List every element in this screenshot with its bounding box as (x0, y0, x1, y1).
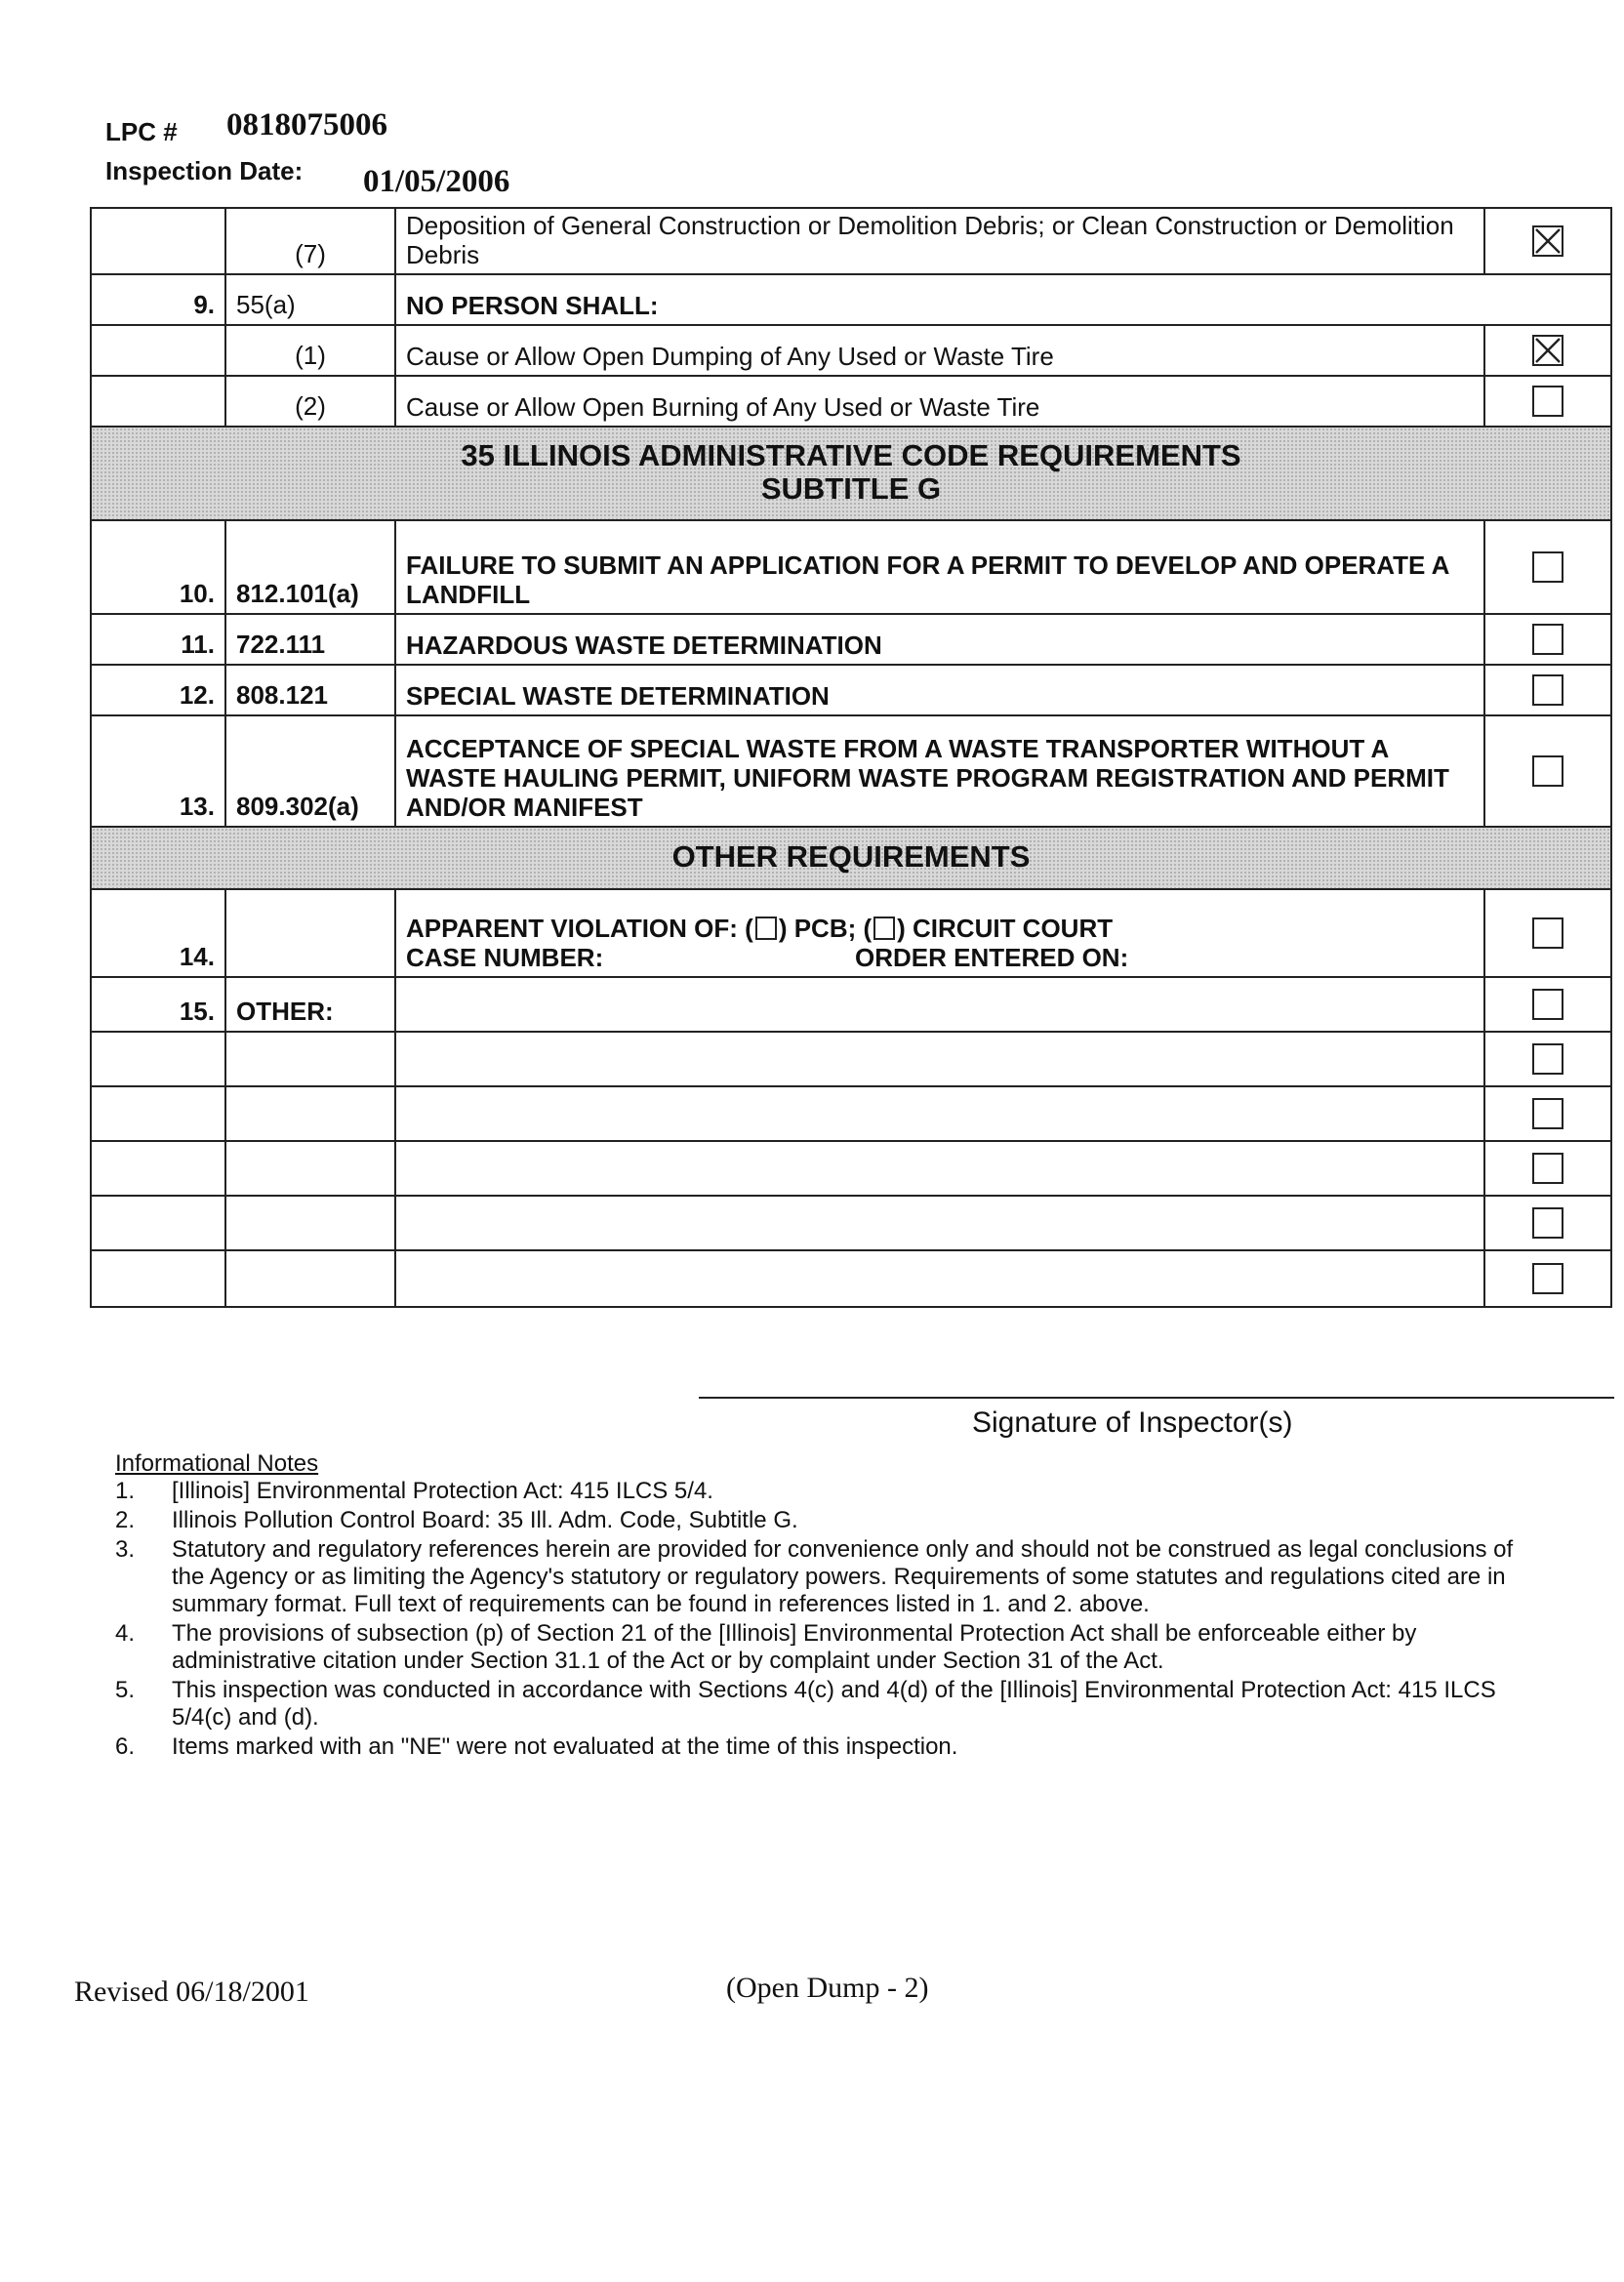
item-reference: (7) (225, 208, 395, 274)
table-row (91, 376, 1611, 427)
note-text: Illinois Pollution Control Board: 35 Ill. Adm. Code, Subtitle G. (172, 1507, 798, 1533)
item-description: Cause or Allow Open Dumping of Any Used or Waste Tire (395, 325, 1484, 376)
item-reference (225, 889, 395, 977)
other-description-field[interactable] (395, 1250, 1484, 1307)
checked-x-icon (1534, 227, 1562, 255)
requirements-table (90, 207, 1612, 1308)
table-row (91, 1086, 1611, 1141)
item-description: Cause or Allow Open Burning of Any Used or Waste Tire (395, 376, 1484, 427)
item-reference: OTHER: (225, 977, 395, 1032)
checked-x-icon (1534, 337, 1562, 364)
table-row (91, 1196, 1611, 1250)
section-title: 35 ILLINOIS ADMINISTRATIVE CODE REQUIREMENTS (461, 438, 1241, 472)
revised-date: Revised 06/18/2001 (74, 1976, 309, 2008)
item-reference: 812.101(a) (225, 520, 395, 614)
note-text: Statutory and regulatory references herein are provided for convenience only and should not be construed as legal conclusions of the Agency or as limiting the Agency's statutory or regulatory powers. Requirements of some statutes and regulations cited are in summary format. Full text of requirements can be found in references listed in 1. and 2. above. (172, 1536, 1514, 1617)
list-item (115, 1620, 1530, 1675)
table-row (91, 520, 1611, 614)
violation-checkbox[interactable] (1532, 917, 1563, 949)
violation-checkbox[interactable] (1532, 755, 1563, 787)
item-number (91, 325, 225, 376)
item-reference: 55(a) (225, 274, 395, 325)
violation-checkbox[interactable] (1532, 674, 1563, 706)
signature-line[interactable] (699, 1397, 1614, 1399)
note-text: [Illinois] Environmental Protection Act: 415 ILCS 5/4. (172, 1478, 713, 1504)
note-text: The provisions of subsection (p) of Section 21 of the [Illinois] Environmental Protection Act shall be enforceable either by administrative citation under Section 31.1 of the Act or by complaint under Section 31 of the Act. (172, 1620, 1417, 1674)
pcb-label: ) PCB; ( (778, 914, 873, 943)
pcb-checkbox[interactable] (755, 917, 777, 940)
other-description-field[interactable] (395, 1196, 1484, 1250)
item-reference: (1) (225, 325, 395, 376)
note-number: 1. (115, 1478, 136, 1504)
list-item (115, 1507, 1530, 1534)
page-label: (Open Dump - 2) (726, 1972, 929, 2004)
violation-checkbox[interactable] (1532, 1043, 1563, 1075)
note-number: 6. (115, 1733, 136, 1760)
note-number: 3. (115, 1536, 136, 1563)
violation-checkbox[interactable] (1532, 1153, 1563, 1184)
item-number: 9. (91, 274, 225, 325)
table-row (91, 208, 1611, 274)
list-item (115, 1677, 1530, 1732)
table-row (91, 1032, 1611, 1086)
list-item (115, 1478, 1530, 1505)
apparent-violation-label: APPARENT VIOLATION OF: ( (406, 914, 753, 943)
item-description: FAILURE TO SUBMIT AN APPLICATION FOR A PERMIT TO DEVELOP AND OPERATE A LANDFILL (395, 520, 1484, 614)
violation-checkbox[interactable] (1532, 335, 1563, 366)
case-number-label: CASE NUMBER: (406, 943, 604, 972)
circuit-court-checkbox[interactable] (873, 917, 895, 940)
list-item (115, 1733, 1530, 1761)
violation-checkbox[interactable] (1532, 1207, 1563, 1239)
notes-list (115, 1478, 1530, 1763)
violation-checkbox[interactable] (1532, 225, 1563, 257)
lpc-number: 0818075006 (226, 107, 387, 143)
note-text: Items marked with an "NE" were not evaluated at the time of this inspection. (172, 1733, 958, 1760)
inspection-date-label: Inspection Date: (105, 156, 304, 185)
other-description-field[interactable] (395, 1141, 1484, 1196)
lpc-label: LPC # (105, 117, 178, 146)
table-row (91, 889, 1611, 977)
violation-checkbox[interactable] (1532, 989, 1563, 1020)
note-number: 2. (115, 1507, 136, 1533)
section-header-admin-code (91, 427, 1611, 520)
table-row (91, 977, 1611, 1032)
item-description: Deposition of General Construction or Demolition Debris; or Clean Construction or Demolition Debris (395, 208, 1484, 274)
item-number: 13. (91, 715, 225, 827)
item-number: 12. (91, 665, 225, 715)
note-number: 5. (115, 1677, 136, 1703)
other-description-field[interactable] (395, 1032, 1484, 1086)
item-number: 15. (91, 977, 225, 1032)
violation-checkbox[interactable] (1532, 624, 1563, 655)
item-number: 11. (91, 614, 225, 665)
table-row (91, 274, 1611, 325)
table-row (91, 614, 1611, 665)
item-description: NO PERSON SHALL: (395, 274, 1611, 325)
item-number: 14. (91, 889, 225, 977)
item-reference: 808.121 (225, 665, 395, 715)
order-entered-label: ORDER ENTERED ON: (855, 943, 1129, 972)
list-item (115, 1536, 1530, 1618)
violation-checkbox[interactable] (1532, 386, 1563, 417)
item-number: 10. (91, 520, 225, 614)
table-row (91, 325, 1611, 376)
section-subtitle: SUBTITLE G (760, 471, 942, 506)
item-number (91, 208, 225, 274)
signature-label: Signature of Inspector(s) (972, 1406, 1293, 1439)
section-header-other (91, 827, 1611, 889)
section-title: OTHER REQUIREMENTS (91, 827, 1611, 889)
item-description: SPECIAL WASTE DETERMINATION (395, 665, 1484, 715)
item-description: HAZARDOUS WASTE DETERMINATION (395, 614, 1484, 665)
note-number: 4. (115, 1620, 136, 1647)
item-reference: 722.111 (225, 614, 395, 665)
table-row (91, 1250, 1611, 1307)
item-reference: 809.302(a) (225, 715, 395, 827)
violation-checkbox[interactable] (1532, 1098, 1563, 1129)
inspection-date-value: 01/05/2006 (363, 164, 510, 199)
notes-title: Informational Notes (115, 1450, 319, 1477)
table-row (91, 715, 1611, 827)
table-row (91, 1141, 1611, 1196)
other-description-field[interactable] (395, 977, 1484, 1032)
other-description-field[interactable] (395, 1086, 1484, 1141)
apparent-violation-cell (395, 889, 1484, 977)
item-number (91, 376, 225, 427)
item-description: ACCEPTANCE OF SPECIAL WASTE FROM A WASTE TRANSPORTER WITHOUT A WASTE HAULING PERMIT, UNIFORM WASTE PROGRAM REGISTRATION AND PERMIT AND/OR MANIFEST (395, 715, 1484, 827)
violation-checkbox[interactable] (1532, 1263, 1563, 1294)
note-text: This inspection was conducted in accordance with Sections 4(c) and 4(d) of the [Illinois] Environmental Protection Act: 415 ILCS 5/4(c) and (d). (172, 1677, 1496, 1731)
violation-checkbox[interactable] (1532, 551, 1563, 583)
circuit-court-label: ) CIRCUIT COURT (897, 914, 1114, 943)
table-row (91, 665, 1611, 715)
item-reference: (2) (225, 376, 395, 427)
